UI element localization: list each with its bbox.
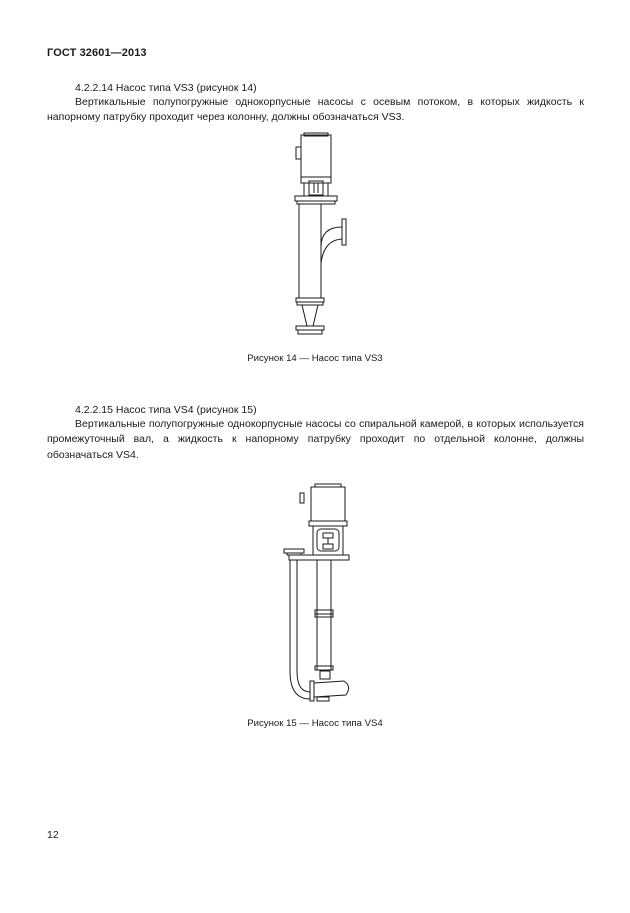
- section-title-vs3: 4.2.2.14 Насос типа VS3 (рисунок 14): [75, 82, 257, 94]
- figure-14-vs3-pump-drawing: [280, 135, 360, 340]
- figure-15-vs4-pump-drawing: [282, 483, 352, 703]
- figure-15-caption: Рисунок 15 — Насос типа VS4: [247, 718, 383, 729]
- page-number: 12: [47, 829, 59, 841]
- paragraph-vs3: Вертикальные полупогружные однокорпусные насосы с осевым потоком, в которых жидкость к напорному патрубку проходит через колонну, должны обозначаться VS3.: [47, 96, 584, 124]
- section-title-vs4: 4.2.2.15 Насос типа VS4 (рисунок 15): [75, 404, 257, 416]
- paragraph-vs4: Вертикальные полупогружные однокорпусные насосы со спиральной камерой, в которых используется промежуточный вал, а жидкость к напорному патрубку проходит по отдельной колонне, должны обозначаться VS4.: [47, 418, 584, 461]
- figure-14-caption: Рисунок 14 — Насос типа VS3: [247, 353, 383, 364]
- document-header: ГОСТ 32601—2013: [47, 47, 147, 59]
